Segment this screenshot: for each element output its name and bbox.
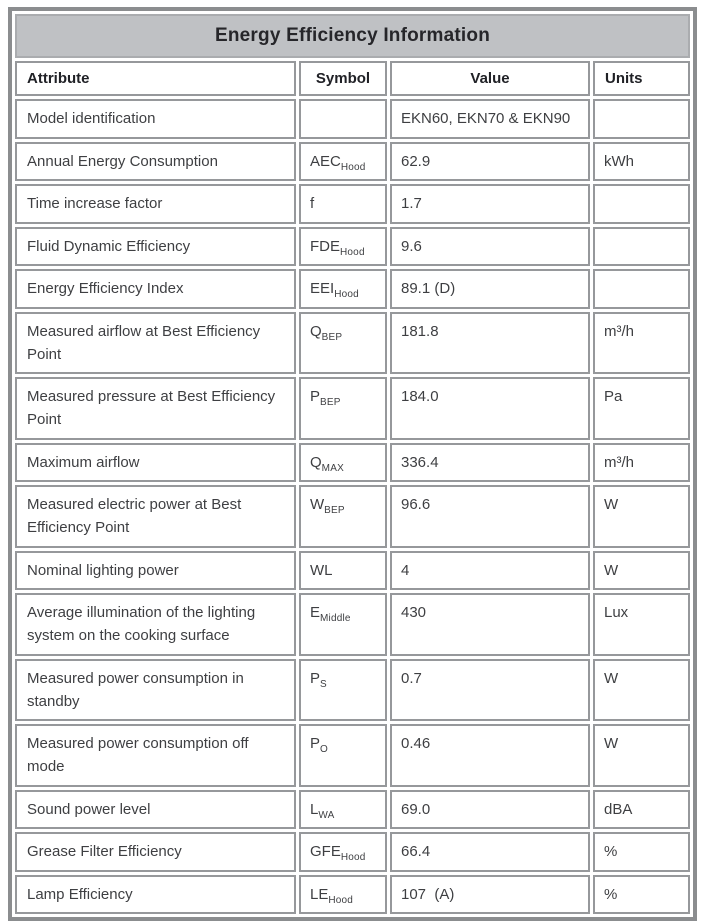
symbol-base: E bbox=[310, 604, 321, 621]
table-row bbox=[15, 593, 690, 656]
table-row bbox=[15, 551, 690, 591]
table-row bbox=[15, 790, 690, 830]
value-cell: 181.8 bbox=[390, 312, 590, 375]
table-row bbox=[15, 443, 690, 483]
table-title: Energy Efficiency Information bbox=[15, 14, 690, 58]
value-cell: 336.4 bbox=[390, 443, 590, 483]
symbol-cell bbox=[299, 142, 387, 182]
units-cell: W bbox=[593, 724, 690, 787]
value-cell: 184.0 bbox=[390, 377, 590, 440]
attribute-cell: Energy Efficiency Index bbox=[15, 269, 296, 309]
table-row bbox=[15, 724, 690, 787]
symbol-cell bbox=[299, 227, 387, 267]
symbol-cell bbox=[299, 269, 387, 309]
symbol-base: EEI bbox=[310, 280, 335, 297]
symbol-cell bbox=[299, 99, 387, 139]
symbol-subscript: Middle bbox=[320, 613, 351, 624]
attribute-cell: Sound power level bbox=[15, 790, 296, 830]
symbol-subscript: Hood bbox=[340, 246, 365, 258]
symbol-base: Q bbox=[310, 453, 322, 471]
symbol-base: W bbox=[310, 496, 325, 513]
units-cell: W bbox=[593, 659, 690, 722]
units-cell bbox=[593, 269, 690, 309]
symbol-subscript: Hood bbox=[328, 894, 354, 906]
value-cell: 0.7 bbox=[390, 659, 590, 722]
table-row bbox=[15, 875, 690, 915]
symbol-base: AEC bbox=[310, 152, 341, 170]
table-row bbox=[15, 99, 690, 139]
symbol-cell bbox=[299, 443, 387, 483]
symbol-subscript: S bbox=[320, 678, 327, 690]
table-row bbox=[15, 184, 690, 224]
symbol-cell bbox=[299, 312, 387, 375]
attribute-cell: Measured power consumption off mode bbox=[15, 724, 296, 787]
attribute-cell: Model identification bbox=[15, 99, 296, 139]
symbol-base: LE bbox=[310, 885, 329, 903]
symbol-cell bbox=[299, 551, 387, 591]
attribute-cell: Average illumination of the lighting system on the cooking surface bbox=[15, 593, 296, 656]
table-frame bbox=[8, 7, 697, 921]
value-cell: 89.1 (D) bbox=[390, 269, 590, 309]
attribute-cell: Lamp Efficiency bbox=[15, 875, 296, 915]
table-row bbox=[15, 485, 690, 548]
column-header-units: Units bbox=[593, 61, 690, 96]
attribute-cell: Maximum airflow bbox=[15, 443, 296, 483]
units-cell: % bbox=[593, 832, 690, 872]
attribute-cell: Measured power consumption in standby bbox=[15, 659, 296, 722]
units-cell: m³/h bbox=[593, 443, 690, 483]
value-cell: 1.7 bbox=[390, 184, 590, 224]
symbol-cell bbox=[299, 593, 387, 656]
value-cell: 9.6 bbox=[390, 227, 590, 267]
value-cell: 96.6 bbox=[390, 485, 590, 548]
symbol-subscript: BEP bbox=[321, 331, 343, 343]
value-cell: 69.0 bbox=[390, 790, 590, 830]
symbol-subscript: Hood bbox=[340, 161, 366, 173]
units-cell: Lux bbox=[593, 593, 690, 656]
symbol-subscript: Hood bbox=[340, 852, 366, 863]
symbol-subscript: BEP bbox=[320, 397, 341, 408]
symbol-subscript: MAX bbox=[321, 462, 344, 474]
units-cell: W bbox=[593, 551, 690, 591]
symbol-base: FDE bbox=[310, 237, 340, 255]
value-cell: 4 bbox=[390, 551, 590, 591]
value-cell: 430 bbox=[390, 593, 590, 656]
attribute-cell: Measured pressure at Best Efficiency Point bbox=[15, 377, 296, 440]
symbol-cell bbox=[299, 790, 387, 830]
value-cell: 62.9 bbox=[390, 142, 590, 182]
attribute-cell: Measured airflow at Best Efficiency Point bbox=[15, 312, 296, 375]
symbol-cell bbox=[299, 659, 387, 722]
units-cell bbox=[593, 184, 690, 224]
units-cell: % bbox=[593, 875, 690, 915]
symbol-subscript: BEP bbox=[324, 505, 345, 516]
units-cell: kWh bbox=[593, 142, 690, 182]
column-header-value: Value bbox=[390, 61, 590, 96]
attribute-cell: Time increase factor bbox=[15, 184, 296, 224]
symbol-subscript: WA bbox=[318, 809, 335, 821]
units-cell: m³/h bbox=[593, 312, 690, 375]
value-cell: EKN60, EKN70 & EKN90 bbox=[390, 99, 590, 139]
symbol-base: WL bbox=[310, 561, 333, 579]
attribute-cell: Measured electric power at Best Efficiency Point bbox=[15, 485, 296, 548]
energy-efficiency-table bbox=[12, 11, 693, 917]
symbol-subscript: Hood bbox=[334, 289, 359, 300]
table-row bbox=[15, 659, 690, 722]
units-cell: W bbox=[593, 485, 690, 548]
symbol-base: Q bbox=[310, 322, 322, 340]
column-header-attribute: Attribute bbox=[15, 61, 296, 96]
symbol-cell bbox=[299, 832, 387, 872]
attribute-cell: Fluid Dynamic Efficiency bbox=[15, 227, 296, 267]
attribute-cell: Nominal lighting power bbox=[15, 551, 296, 591]
units-cell: dBA bbox=[593, 790, 690, 830]
symbol-base: P bbox=[310, 735, 321, 752]
symbol-base: P bbox=[310, 388, 321, 405]
symbol-cell bbox=[299, 875, 387, 915]
symbol-base: GFE bbox=[310, 843, 341, 860]
symbol-base: f bbox=[310, 195, 315, 212]
title-row bbox=[15, 14, 690, 58]
column-header-row bbox=[15, 61, 690, 96]
table-row bbox=[15, 227, 690, 267]
column-header-symbol: Symbol bbox=[299, 61, 387, 96]
table-row bbox=[15, 832, 690, 872]
symbol-subscript: O bbox=[320, 744, 328, 755]
symbol-cell bbox=[299, 377, 387, 440]
attribute-cell: Grease Filter Efficiency bbox=[15, 832, 296, 872]
symbol-base: L bbox=[310, 800, 319, 818]
units-cell bbox=[593, 99, 690, 139]
attribute-cell: Annual Energy Consumption bbox=[15, 142, 296, 182]
table-body bbox=[15, 99, 690, 914]
units-cell bbox=[593, 227, 690, 267]
table-row bbox=[15, 142, 690, 182]
table-row bbox=[15, 377, 690, 440]
units-cell: Pa bbox=[593, 377, 690, 440]
table-row bbox=[15, 312, 690, 375]
value-cell: 0.46 bbox=[390, 724, 590, 787]
value-cell: 107 (A) bbox=[390, 875, 590, 915]
symbol-cell bbox=[299, 485, 387, 548]
value-cell: 66.4 bbox=[390, 832, 590, 872]
symbol-cell bbox=[299, 724, 387, 787]
symbol-cell bbox=[299, 184, 387, 224]
table-row bbox=[15, 269, 690, 309]
symbol-base: P bbox=[310, 669, 321, 687]
table-head bbox=[15, 14, 690, 96]
